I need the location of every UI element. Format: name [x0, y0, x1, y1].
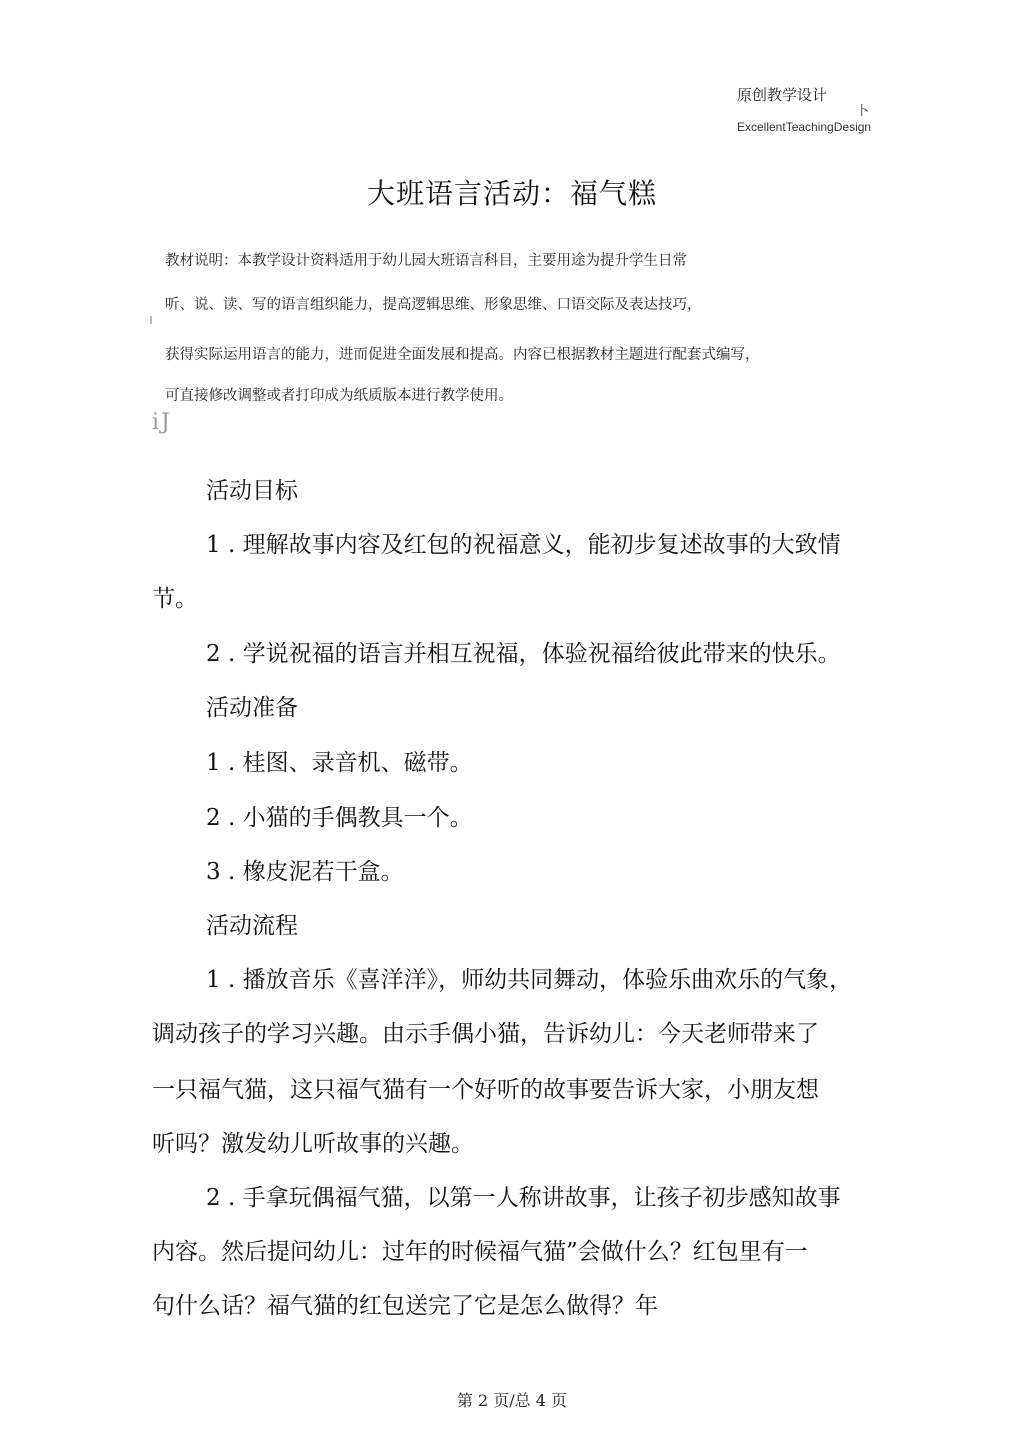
prep-item-2: 2 . 小猫的手偶教具一个。: [206, 805, 473, 831]
goal-1-line-1: 1 . 理解故事内容及红包的祝福意义，能初步复述故事的大致情: [206, 532, 841, 558]
description-line-2: 听、说、读、写的语言组织能力，提高逻辑思维、形象思维、口语交际及表达技巧，: [165, 297, 702, 313]
goals-heading: 活动目标: [206, 478, 298, 504]
description-line-4: 可直接修改调整或者打印成为纸质版本进行教学使用。: [165, 388, 513, 404]
header-mark: 卜: [856, 104, 870, 119]
description-line-1: 教材说明：本教学设计资料适用于幼儿园大班语言科目，主要用途为提升学生日常: [165, 253, 687, 269]
stray-mark: iJ: [152, 410, 172, 435]
flow-2-line-3: 句什么话？福气猫的红包送完了它是怎么做得？年: [152, 1293, 658, 1319]
flow-heading: 活动流程: [206, 913, 298, 939]
prep-heading: 活动准备: [206, 695, 298, 721]
flow-1-line-4: 听吗？激发幼儿听故事的兴趣。: [152, 1131, 474, 1157]
prep-item-1: 1 . 桂图、录音机、磁带。: [206, 750, 473, 776]
page-number: 第 2 页/总 4 页: [456, 1391, 568, 1410]
margin-tick: [150, 316, 152, 324]
prep-item-3: 3 . 橡皮泥若干盒。: [206, 859, 404, 885]
document-title: 大班语言活动：福气糕: [366, 177, 657, 210]
flow-1-line-1: 1 . 播放音乐《喜洋洋》，师幼共同舞动，体验乐曲欢乐的气象，: [206, 967, 853, 993]
header-brand-cn: 原创教学设计: [737, 86, 828, 104]
goal-2: 2 . 学说祝福的语言并相互祝福，体验祝福给彼此带来的快乐。: [206, 641, 841, 667]
flow-1-line-2: 调动孩子的学习兴趣。由示手偶小猫，告诉幼儿：今天老师带来了: [152, 1021, 819, 1047]
header-brand-en: ExcellentTeachingDesign: [737, 120, 872, 134]
description-line-3: 获得实际运用语言的能力，进而促进全面发展和提高。内容已根据教材主题进行配套式编写，: [165, 347, 760, 363]
goal-1-line-2: 节。: [152, 586, 198, 612]
flow-1-line-3: 一只福气猫，这只福气猫有一个好听的故事要告诉大家，小朋友想: [152, 1077, 819, 1103]
flow-2-line-1: 2 . 手拿玩偶福气猫，以第一人称讲故事，让孩子初步感知故事: [206, 1185, 841, 1211]
flow-2-line-2: 内容。然后提问幼儿：过年的时候福气猫”会做什么？红包里有一: [152, 1239, 808, 1265]
